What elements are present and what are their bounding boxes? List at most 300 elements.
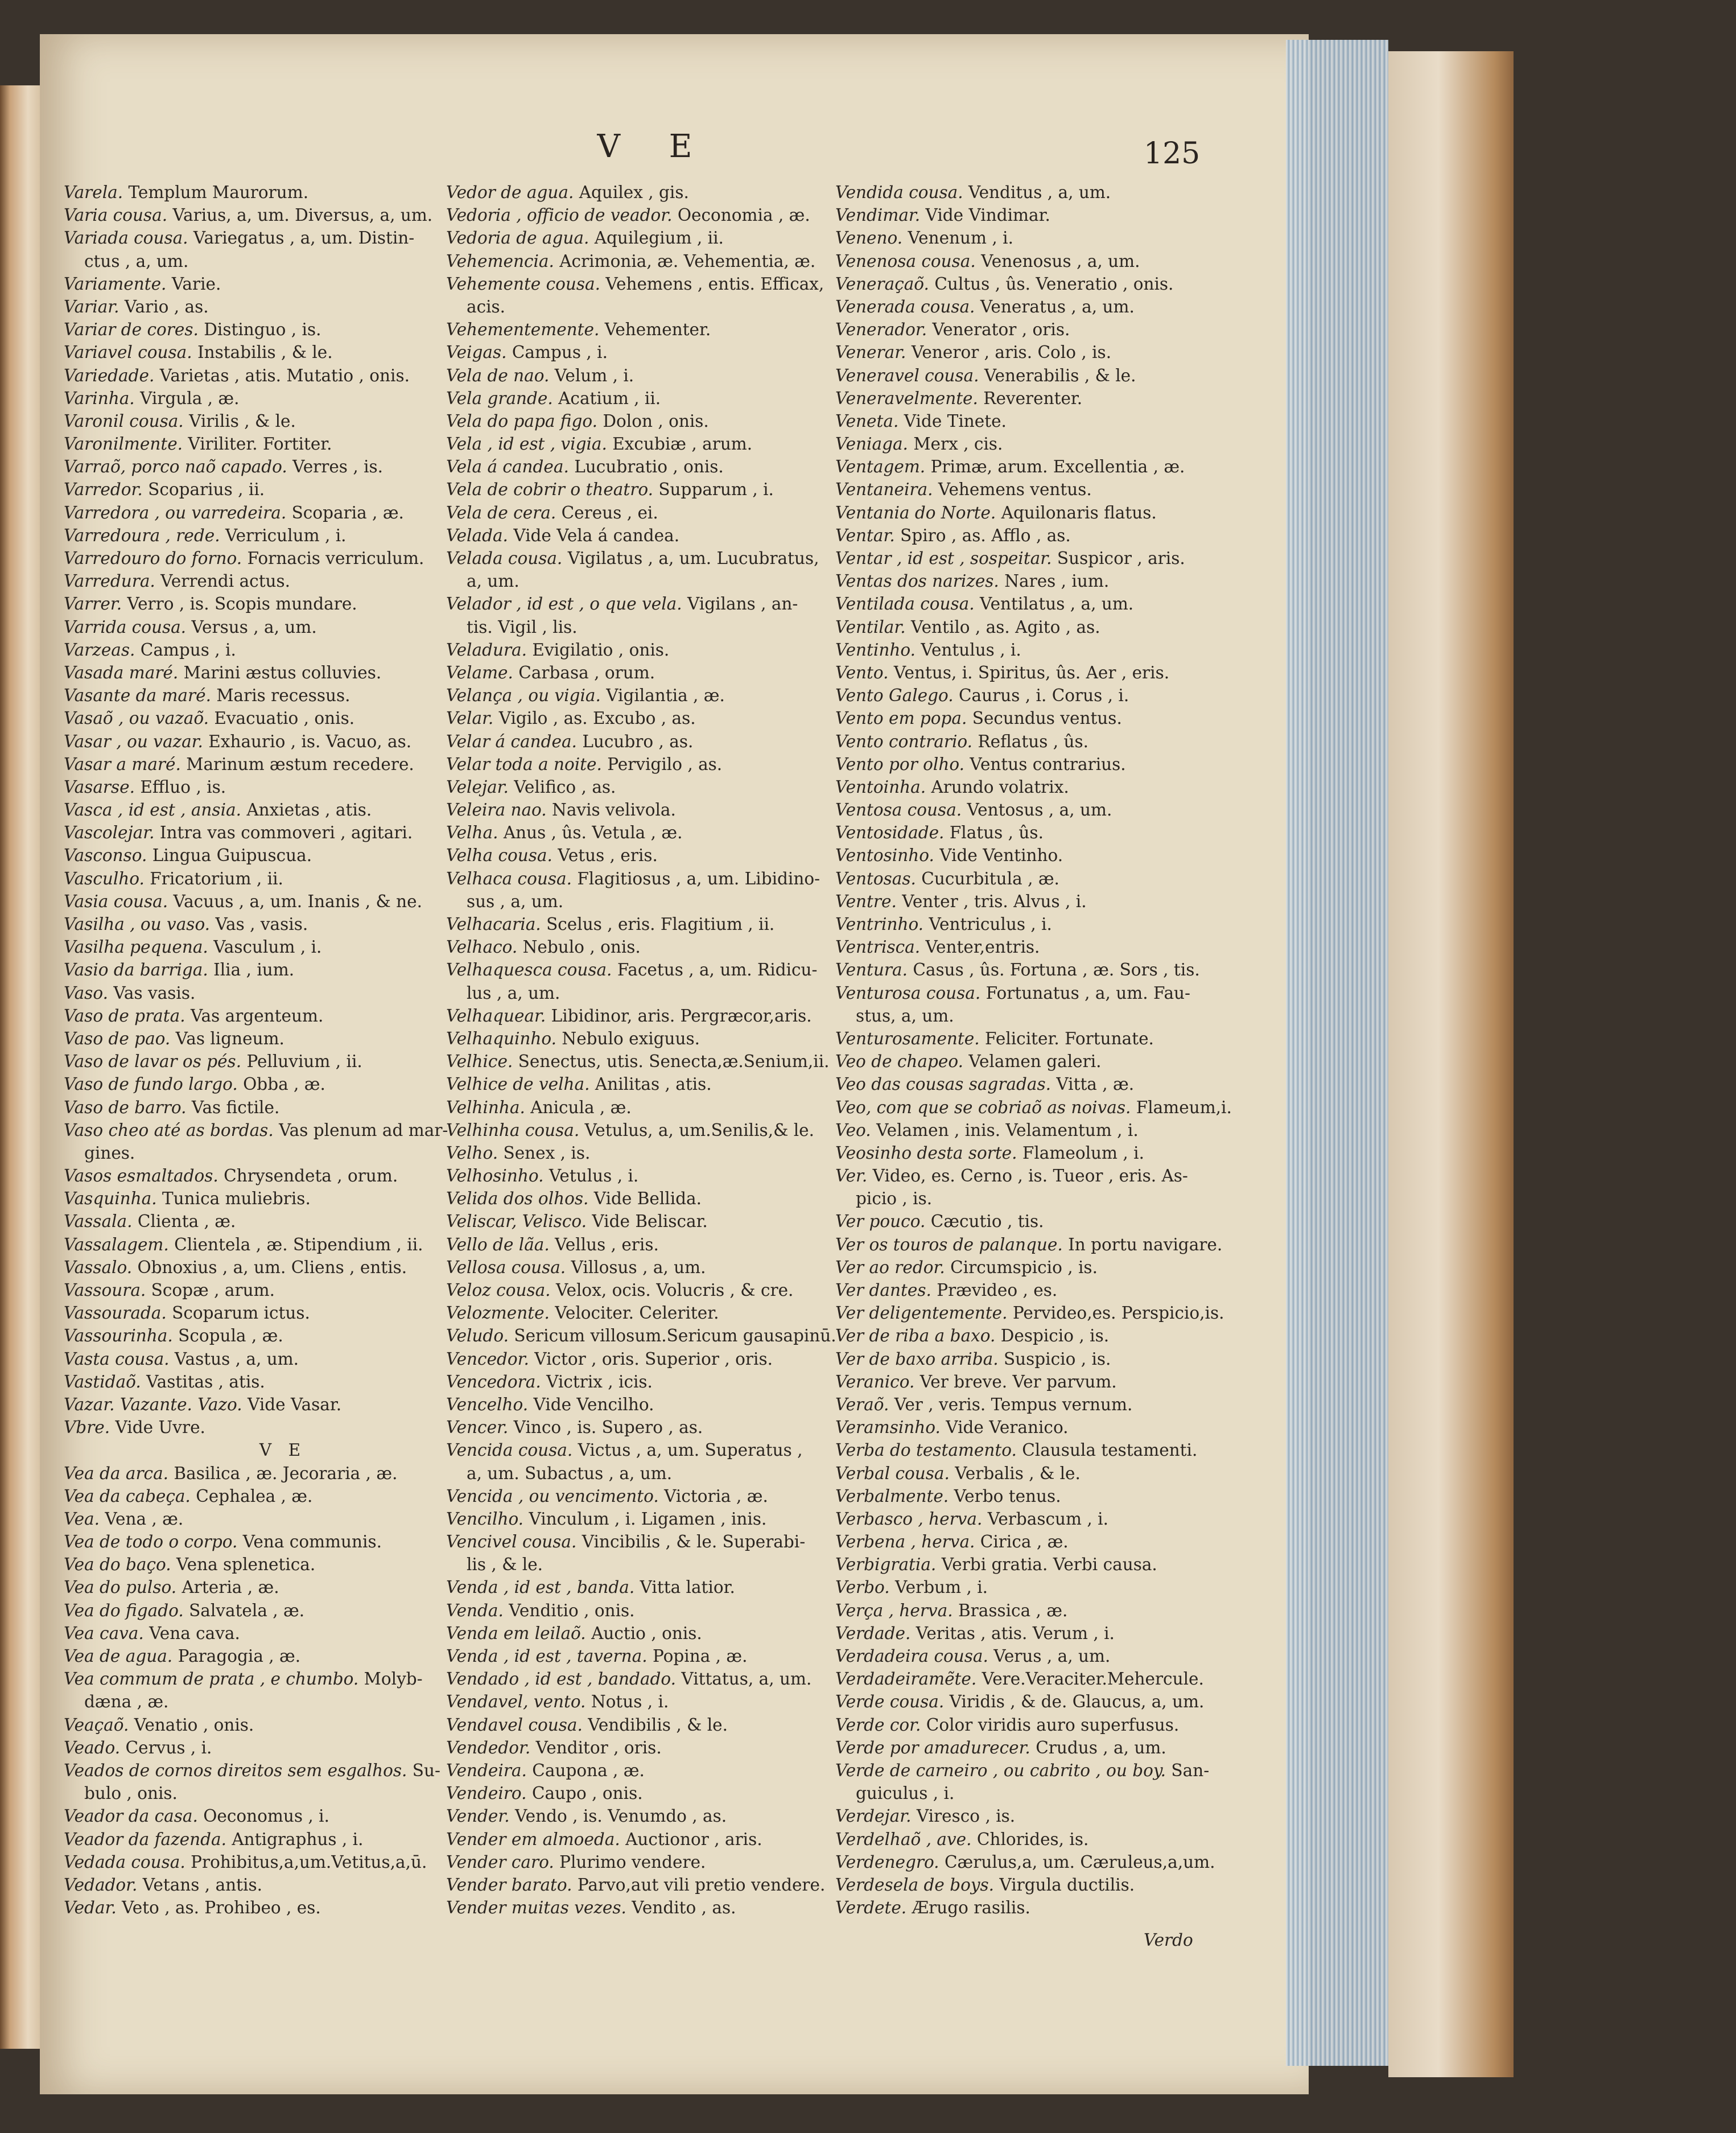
dictionary-entry	[446, 1348, 816, 1370]
dictionary-entry	[64, 295, 434, 318]
entry-translation: Antigraphus , i.	[226, 1829, 364, 1849]
entry-headword: Velame.	[446, 662, 513, 682]
entry-headword: Veador da fazenda.	[64, 1829, 226, 1849]
entry-headword: Vela , id est , vigia.	[446, 434, 607, 454]
entry-headword: Varonilmente.	[64, 434, 183, 454]
entry-translation: Verrendi actus.	[155, 571, 291, 591]
entry-headword: Veniaga.	[835, 434, 908, 454]
entry-translation: Dolon , onis.	[597, 411, 709, 431]
entry-headword: Velhice de velha.	[446, 1074, 590, 1094]
entry-translation: Ventriculus , i.	[923, 915, 1052, 934]
dictionary-entry	[835, 1645, 1205, 1667]
entry-translation: Ver , veris. Tempus vernum.	[889, 1394, 1133, 1414]
dictionary-entry	[64, 318, 434, 341]
entry-translation: Acatium , ii.	[552, 388, 661, 408]
entry-headword: Vasia cousa.	[64, 891, 168, 911]
entry-translation: Victus , a, um. Superatus ,	[572, 1440, 803, 1460]
dictionary-entry	[64, 1485, 434, 1508]
entry-translation: Caupo , onis.	[526, 1784, 643, 1803]
entry-headword: Ver dantes.	[835, 1280, 931, 1300]
dictionary-entry	[835, 1302, 1224, 1324]
dictionary-entry	[835, 821, 1205, 844]
entry-continuation: lis , & le.	[467, 1555, 543, 1575]
entry-headword: Vaso de barro.	[64, 1097, 187, 1117]
dictionary-entry	[835, 958, 1205, 981]
dictionary-entry	[446, 410, 816, 433]
entry-translation: Clienta , æ.	[132, 1212, 236, 1232]
entry-headword: Velada.	[446, 525, 508, 545]
entry-translation: Vide Vela á candea.	[508, 525, 680, 545]
entry-translation: Color viridis auro superfusus.	[921, 1715, 1180, 1735]
entry-translation: Vastus , a, um.	[169, 1349, 299, 1369]
entry-translation: Venditor , oris.	[530, 1737, 662, 1757]
entry-headword: Vea commum de prata , e chumbo.	[64, 1669, 359, 1689]
dictionary-entry	[64, 410, 434, 433]
entry-headword: Veaçaõ.	[64, 1715, 129, 1735]
entry-headword: Veo, com que se cobriaõ as noivas.	[835, 1097, 1131, 1117]
dictionary-entry	[835, 570, 1205, 592]
entry-translation: In portu navigare.	[1062, 1234, 1223, 1254]
entry-translation: Venenosus , a, um.	[975, 251, 1140, 271]
entry-headword: Ver deligentemente.	[835, 1303, 1008, 1323]
entry-headword: Vendavel cousa.	[446, 1715, 583, 1735]
entry-headword: Vencer.	[446, 1418, 509, 1438]
entry-translation: Vide Vasar.	[242, 1394, 342, 1414]
dictionary-entry	[446, 1599, 816, 1622]
entry-headword: Vento.	[835, 662, 889, 682]
entry-headword: Vencida , ou vencimento.	[446, 1486, 659, 1506]
entry-headword: Vasos esmaltados.	[64, 1166, 218, 1186]
dictionary-entry	[64, 1530, 434, 1553]
dictionary-entry	[835, 707, 1205, 730]
dictionary-entry	[835, 1896, 1205, 1919]
entry-translation: Chlorides, is.	[971, 1829, 1089, 1849]
entry-continuation: picio , is.	[856, 1189, 933, 1209]
entry-headword: Vender barato.	[446, 1875, 572, 1895]
entry-headword: Vea da cabeça.	[64, 1486, 191, 1506]
entry-translation: Caupona , æ.	[526, 1760, 645, 1780]
entry-headword: Vasquinha.	[64, 1189, 157, 1209]
entry-translation: Vide Tinete.	[898, 411, 1007, 431]
entry-headword: Varonil cousa.	[64, 411, 184, 431]
dictionary-entry	[446, 1667, 816, 1690]
entry-continuation: acis.	[467, 297, 506, 316]
entry-translation: Campus , i.	[135, 640, 236, 660]
entry-headword: Vedar.	[64, 1898, 117, 1918]
dictionary-entry	[446, 478, 816, 501]
entry-translation: Varie.	[166, 274, 221, 294]
entry-headword: Vasilha pequena.	[64, 937, 208, 957]
entry-headword: Ventosidade.	[835, 823, 945, 843]
entry-translation: Cæcutio , tis.	[925, 1212, 1044, 1232]
dictionary-entry	[835, 387, 1205, 410]
entry-translation: Virgula , æ.	[134, 388, 240, 408]
entry-headword: Vender em almoeda.	[446, 1829, 620, 1849]
entry-translation: Scopæ , arum.	[146, 1280, 275, 1300]
entry-headword: Velar.	[446, 709, 494, 728]
entry-headword: Verba do testamento.	[835, 1440, 1017, 1460]
entry-translation: Verus , a, um.	[988, 1646, 1111, 1666]
entry-translation: Flameolum , i.	[1017, 1143, 1144, 1163]
dictionary-entry	[446, 1004, 816, 1027]
dictionary-entry	[835, 936, 1205, 958]
entry-translation: Nares , ium.	[999, 571, 1110, 591]
entry-translation: Merx , cis.	[908, 434, 1003, 454]
entry-headword: Vedoria de agua.	[446, 228, 589, 248]
entry-translation: Cærulus,a, um. Cæruleus,a,um.	[939, 1852, 1215, 1872]
entry-translation: Primæ, arum. Excellentia , æ.	[925, 457, 1185, 477]
entry-headword: Varrer.	[64, 594, 122, 614]
dictionary-entry	[835, 318, 1205, 341]
dictionary-entry	[835, 592, 1205, 615]
entry-headword: Vender muitas vezes.	[446, 1898, 626, 1918]
dictionary-entry	[64, 1714, 434, 1736]
dictionary-entry	[446, 455, 816, 478]
entry-headword: Veleira nao.	[446, 800, 547, 820]
entry-translation: Cereus , ei.	[556, 503, 658, 522]
entry-headword: Vea do pulso.	[64, 1578, 177, 1597]
dictionary-entry	[64, 227, 434, 249]
entry-translation: Verbalis , & le.	[949, 1463, 1081, 1483]
dictionary-entry	[64, 1828, 434, 1851]
entry-translation: Anilitas , atis.	[589, 1074, 712, 1094]
dictionary-entry	[64, 1576, 434, 1599]
entry-translation: Vinculum , i. Ligamen , inis.	[523, 1509, 767, 1529]
entry-translation: Paragogia , æ.	[172, 1646, 301, 1666]
entry-translation: Molyb-	[358, 1669, 423, 1689]
entry-headword: Vasaõ , ou vazaõ.	[64, 709, 209, 728]
entry-translation: Tunica muliebris.	[156, 1189, 311, 1209]
dictionary-entry	[446, 1759, 816, 1782]
dictionary-entry	[64, 1736, 434, 1759]
dictionary-entry	[835, 1759, 1210, 1782]
entry-translation: Verres , is.	[287, 457, 384, 477]
entry-headword: Variamente.	[64, 274, 167, 294]
dictionary-entry	[64, 1302, 434, 1324]
entry-translation: Venditus , a, um.	[963, 183, 1111, 202]
entry-translation: Viriliter. Fortiter.	[183, 434, 332, 454]
entry-translation: Scoparius , ii.	[142, 480, 265, 500]
entry-translation: Vetus , eris.	[552, 846, 658, 866]
dictionary-entry	[835, 1439, 1205, 1461]
entry-translation: Vacuus , a, um. Inanis , & ne.	[168, 891, 422, 911]
entry-headword: Varraõ, porco naõ capado.	[64, 457, 287, 477]
entry-headword: Verde de carneiro , ou cabrito , ou boy.	[835, 1760, 1166, 1780]
entry-headword: Venerador.	[835, 320, 927, 340]
entry-translation: Vigilans , an-	[682, 594, 798, 614]
entry-translation: Vendo , is. Venumdo , as.	[509, 1806, 727, 1826]
entry-headword: Vascolejar.	[64, 823, 155, 843]
dictionary-entry	[835, 890, 1205, 913]
entry-headword: Vea de agua.	[64, 1646, 173, 1666]
dictionary-entry	[64, 570, 434, 592]
entry-headword: Vasarse.	[64, 777, 135, 797]
dictionary-entry	[835, 1714, 1205, 1736]
entry-translation: Vena splenetica.	[171, 1555, 316, 1575]
entry-translation: Brassica , æ.	[952, 1600, 1068, 1620]
entry-translation: Flatus , ûs.	[944, 823, 1044, 843]
dictionary-entry	[64, 364, 434, 387]
dictionary-entry	[446, 1279, 816, 1302]
entry-translation: Versus , a, um.	[186, 617, 317, 637]
dictionary-entry	[835, 798, 1205, 821]
dictionary-entry	[446, 1302, 816, 1324]
dictionary-entry	[835, 684, 1205, 707]
entry-translation: Acrimonia, æ. Vehementia, æ.	[554, 251, 816, 271]
entry-headword: Ver pouco.	[835, 1212, 926, 1232]
entry-headword: Ventoinha.	[835, 777, 926, 797]
entry-translation: Velamen galeri.	[963, 1052, 1102, 1072]
entry-translation: Marinum æstum recedere.	[180, 754, 414, 774]
dictionary-entry	[446, 1782, 816, 1805]
entry-headword: Velar á candea.	[446, 731, 577, 751]
entry-translation: Fricatorium , ii.	[144, 868, 283, 888]
entry-translation: Venatio , onis.	[129, 1715, 254, 1735]
entry-translation: Varius, a, um. Diversus, a, um.	[167, 205, 433, 225]
dictionary-entry	[835, 410, 1205, 433]
dictionary-entry	[446, 867, 820, 890]
entry-translation: Vinco , is. Supero , as.	[508, 1418, 703, 1438]
entry-headword: Vaso de lavar os pés.	[64, 1052, 242, 1072]
entry-translation: Prævideo , es.	[931, 1280, 1058, 1300]
page-number: 125	[1144, 137, 1201, 171]
dictionary-entry	[64, 1873, 434, 1896]
entry-headword: Velejar.	[446, 777, 509, 797]
entry-headword: Verdadeira cousa.	[835, 1646, 988, 1666]
entry-translation: Campus , i.	[506, 343, 608, 363]
entry-translation: Ver breve. Ver parvum.	[914, 1372, 1117, 1391]
entry-headword: Veludo.	[446, 1326, 509, 1346]
dictionary-entry	[446, 524, 816, 547]
dictionary-entry	[64, 387, 434, 410]
entry-translation: Vide Bellida.	[588, 1189, 702, 1209]
entry-headword: Varredouro do forno.	[64, 549, 242, 568]
dictionary-entry	[835, 341, 1205, 364]
entry-headword: Venda , id est , taverna.	[446, 1646, 648, 1666]
entry-translation: Sericum villosum.Sericum gausapinū.	[509, 1326, 836, 1346]
entry-headword: Vea cava.	[64, 1623, 144, 1643]
entry-headword: Verbal cousa.	[835, 1463, 950, 1483]
entry-translation: Veto , as. Prohibeo , es.	[116, 1898, 321, 1918]
dictionary-entry	[446, 1439, 816, 1461]
entry-headword: Venda , id est , banda.	[446, 1578, 635, 1597]
dictionary-entry	[446, 821, 816, 844]
entry-headword: Ventar , id est , sospeitar.	[835, 549, 1052, 568]
dictionary-entry	[446, 1714, 816, 1736]
entry-translation: Vehementer.	[599, 320, 711, 340]
entry-translation: Vehemens ventus.	[933, 480, 1092, 500]
entry-translation: Victrix , icis.	[541, 1372, 653, 1391]
dictionary-entry	[835, 1622, 1205, 1645]
entry-translation: Vitta latior.	[634, 1578, 735, 1597]
dictionary-entry	[835, 1576, 1205, 1599]
entry-continuation: bulo , onis.	[84, 1784, 178, 1803]
entry-translation: Evacuatio , onis.	[208, 709, 355, 728]
entry-translation: Caurus , i. Corus , i.	[953, 686, 1129, 706]
entry-headword: Vassalagem.	[64, 1234, 169, 1254]
dictionary-entry	[446, 1073, 816, 1096]
entry-translation: Virgula ductilis.	[994, 1875, 1135, 1895]
entry-translation: Plurimo vendere.	[554, 1852, 706, 1872]
entry-headword: Variar.	[64, 297, 119, 316]
dictionary-entry	[835, 661, 1205, 684]
entry-headword: Verde cousa.	[835, 1692, 945, 1712]
entry-translation: Clientela , æ. Stipendium , ii.	[168, 1234, 423, 1254]
entry-translation: Cultus , ûs. Veneratio , onis.	[929, 274, 1174, 294]
entry-headword: Velha.	[446, 823, 498, 843]
dictionary-entry	[64, 1073, 434, 1096]
dictionary-entry	[835, 1485, 1205, 1508]
entry-translation: Ventus contrarius.	[964, 754, 1126, 774]
entry-translation: Aquilegium , ii.	[589, 228, 724, 248]
entry-headword: Vencida cousa.	[446, 1440, 573, 1460]
entry-headword: Vastidaõ.	[64, 1372, 141, 1391]
entry-headword: Verbo.	[835, 1578, 890, 1597]
dictionary-entry	[446, 1370, 816, 1393]
entry-headword: Veliscar, Velisco.	[446, 1212, 587, 1232]
dictionary-entry	[64, 1370, 434, 1393]
dictionary-entry	[446, 1256, 816, 1279]
dictionary-entry	[446, 1119, 816, 1142]
entry-headword: Varinha.	[64, 388, 135, 408]
dictionary-entry	[446, 1233, 816, 1256]
entry-translation: Vitta , æ.	[1051, 1074, 1135, 1094]
dictionary-entry	[835, 364, 1205, 387]
entry-translation: Vigilatus , a, um. Lucubratus,	[562, 549, 819, 568]
entry-headword: Verbigratia.	[835, 1555, 937, 1575]
entry-translation: Vide Vindimar.	[920, 205, 1050, 225]
dictionary-entry	[64, 1233, 434, 1256]
dictionary-entry	[835, 1736, 1205, 1759]
entry-headword: Vasta cousa.	[64, 1349, 170, 1369]
entry-headword: Varredoura , rede.	[64, 525, 220, 545]
entry-headword: Vedador.	[64, 1875, 138, 1895]
entry-headword: Velhaquinho.	[446, 1028, 557, 1048]
entry-translation: Auctio , onis.	[585, 1623, 702, 1643]
entry-headword: Ventania do Norte.	[835, 503, 996, 522]
dictionary-entry	[446, 547, 819, 570]
entry-translation: Vigilo , as. Excubo , as.	[493, 709, 696, 728]
entry-headword: Veneta.	[835, 411, 899, 431]
dictionary-entry	[64, 1667, 434, 1690]
dictionary-entry	[446, 913, 816, 936]
dictionary-entry	[446, 1736, 816, 1759]
entry-translation: Excubiæ , arum.	[607, 434, 753, 454]
entry-headword: Vendeira.	[446, 1760, 527, 1780]
dictionary-entry	[64, 776, 434, 798]
entry-headword: Venerada cousa.	[835, 297, 975, 316]
dictionary-entry	[64, 730, 434, 753]
entry-headword: Vencilho.	[446, 1509, 524, 1529]
dictionary-entry	[64, 455, 434, 478]
entry-headword: Veramsinho.	[835, 1418, 941, 1438]
entry-headword: Varredor.	[64, 480, 143, 500]
entry-headword: Vea de todo o corpo.	[64, 1532, 238, 1552]
entry-translation: Vere.Veraciter.Mehercule.	[976, 1669, 1204, 1689]
dictionary-entry	[835, 181, 1205, 204]
entry-translation: Video, es. Cerno , is. Tueor , eris. As-	[867, 1166, 1188, 1186]
entry-headword: Vendeiro.	[446, 1784, 527, 1803]
entry-headword: Velhaquear.	[446, 1006, 546, 1026]
entry-headword: Vaso de pao.	[64, 1028, 171, 1048]
entry-continuation: dæna , æ.	[84, 1692, 169, 1712]
dictionary-entry	[64, 1348, 434, 1370]
entry-translation: Spiro , as. Afflo , as.	[894, 525, 1071, 545]
entry-translation: Flameum,i.	[1131, 1097, 1232, 1117]
entry-translation: Pervigilo , as.	[601, 754, 723, 774]
entry-translation: Pervideo,es. Perspicio,is.	[1007, 1303, 1224, 1323]
entry-translation: Ventilatus , a, um.	[974, 594, 1134, 614]
entry-headword: Ventilada cousa.	[835, 594, 975, 614]
entry-headword: Verbena , herva.	[835, 1532, 975, 1552]
entry-headword: Ventas dos narizes.	[835, 571, 999, 591]
entry-translation: Circumspicio , is.	[945, 1257, 1098, 1277]
entry-headword: Vencivel cousa.	[446, 1532, 577, 1552]
entry-headword: Verde cor.	[835, 1715, 921, 1735]
entry-translation: Despicio , is.	[995, 1326, 1110, 1346]
dictionary-entry	[835, 982, 1205, 1004]
dictionary-entry	[446, 1576, 816, 1599]
entry-translation: Victor , oris. Superior , oris.	[529, 1349, 773, 1369]
dictionary-entry	[446, 250, 816, 273]
entry-headword: Vedor de agua.	[446, 183, 574, 202]
entry-headword: Velhinha cousa.	[446, 1120, 580, 1140]
entry-headword: Vasante da maré.	[64, 686, 211, 706]
entry-translation: Anicula , æ.	[525, 1097, 632, 1117]
entry-headword: Verdejar.	[835, 1806, 912, 1826]
entry-headword: Vencelho.	[446, 1394, 529, 1414]
dictionary-entry	[64, 616, 434, 639]
dictionary-entry	[446, 1645, 816, 1667]
entry-headword: Velha cousa.	[446, 846, 552, 866]
entry-translation: Scoparia , æ.	[286, 503, 404, 522]
entry-translation: Lucubratio , onis.	[568, 457, 724, 477]
dictionary-entry	[446, 1027, 816, 1050]
entry-headword: Vassourinha.	[64, 1326, 173, 1346]
dictionary-entry	[64, 1805, 434, 1827]
entry-headword: Ventagem.	[835, 457, 926, 477]
entry-headword: Vasada maré.	[64, 662, 179, 682]
entry-translation: Vas vasis.	[108, 983, 196, 1003]
entry-translation: Victoria , æ.	[658, 1486, 768, 1506]
dictionary-entry	[835, 1508, 1205, 1530]
dictionary-entry	[835, 1164, 1205, 1187]
entry-headword: Veador da casa.	[64, 1806, 198, 1826]
entry-translation: Venter , tris. Alvus , i.	[896, 891, 1087, 911]
entry-translation: Vide Beliscar.	[587, 1212, 708, 1232]
entry-headword: Vela de nao.	[446, 365, 550, 385]
entry-continuation: gines.	[84, 1143, 135, 1163]
entry-headword: Vasio da barriga.	[64, 960, 208, 980]
dictionary-entry	[64, 1164, 434, 1187]
entry-headword: Ver os touros de palanque.	[835, 1234, 1063, 1254]
entry-translation: Oeconomus , i.	[197, 1806, 329, 1826]
entry-translation: Cervus , i.	[120, 1737, 212, 1757]
entry-translation: Casus , ûs. Fortuna , æ. Sors , tis.	[907, 960, 1200, 980]
entry-headword: Vaso de fundo largo.	[64, 1074, 238, 1094]
dictionary-entry	[835, 1667, 1205, 1690]
entry-headword: Venturosamente.	[835, 1028, 980, 1048]
dictionary-entry	[446, 958, 816, 981]
entry-headword: Vea do figado.	[64, 1600, 184, 1620]
entry-headword: Ventre.	[835, 891, 897, 911]
entry-translation: Ventus, i. Spiritus, ûs. Aer , eris.	[888, 662, 1170, 682]
dictionary-entry	[64, 821, 434, 844]
dictionary-entry	[64, 592, 434, 615]
entry-headword: Vea do baço.	[64, 1555, 171, 1575]
entry-translation: Venerator , oris.	[927, 320, 1070, 340]
entry-headword: Verbalmente.	[835, 1486, 949, 1506]
